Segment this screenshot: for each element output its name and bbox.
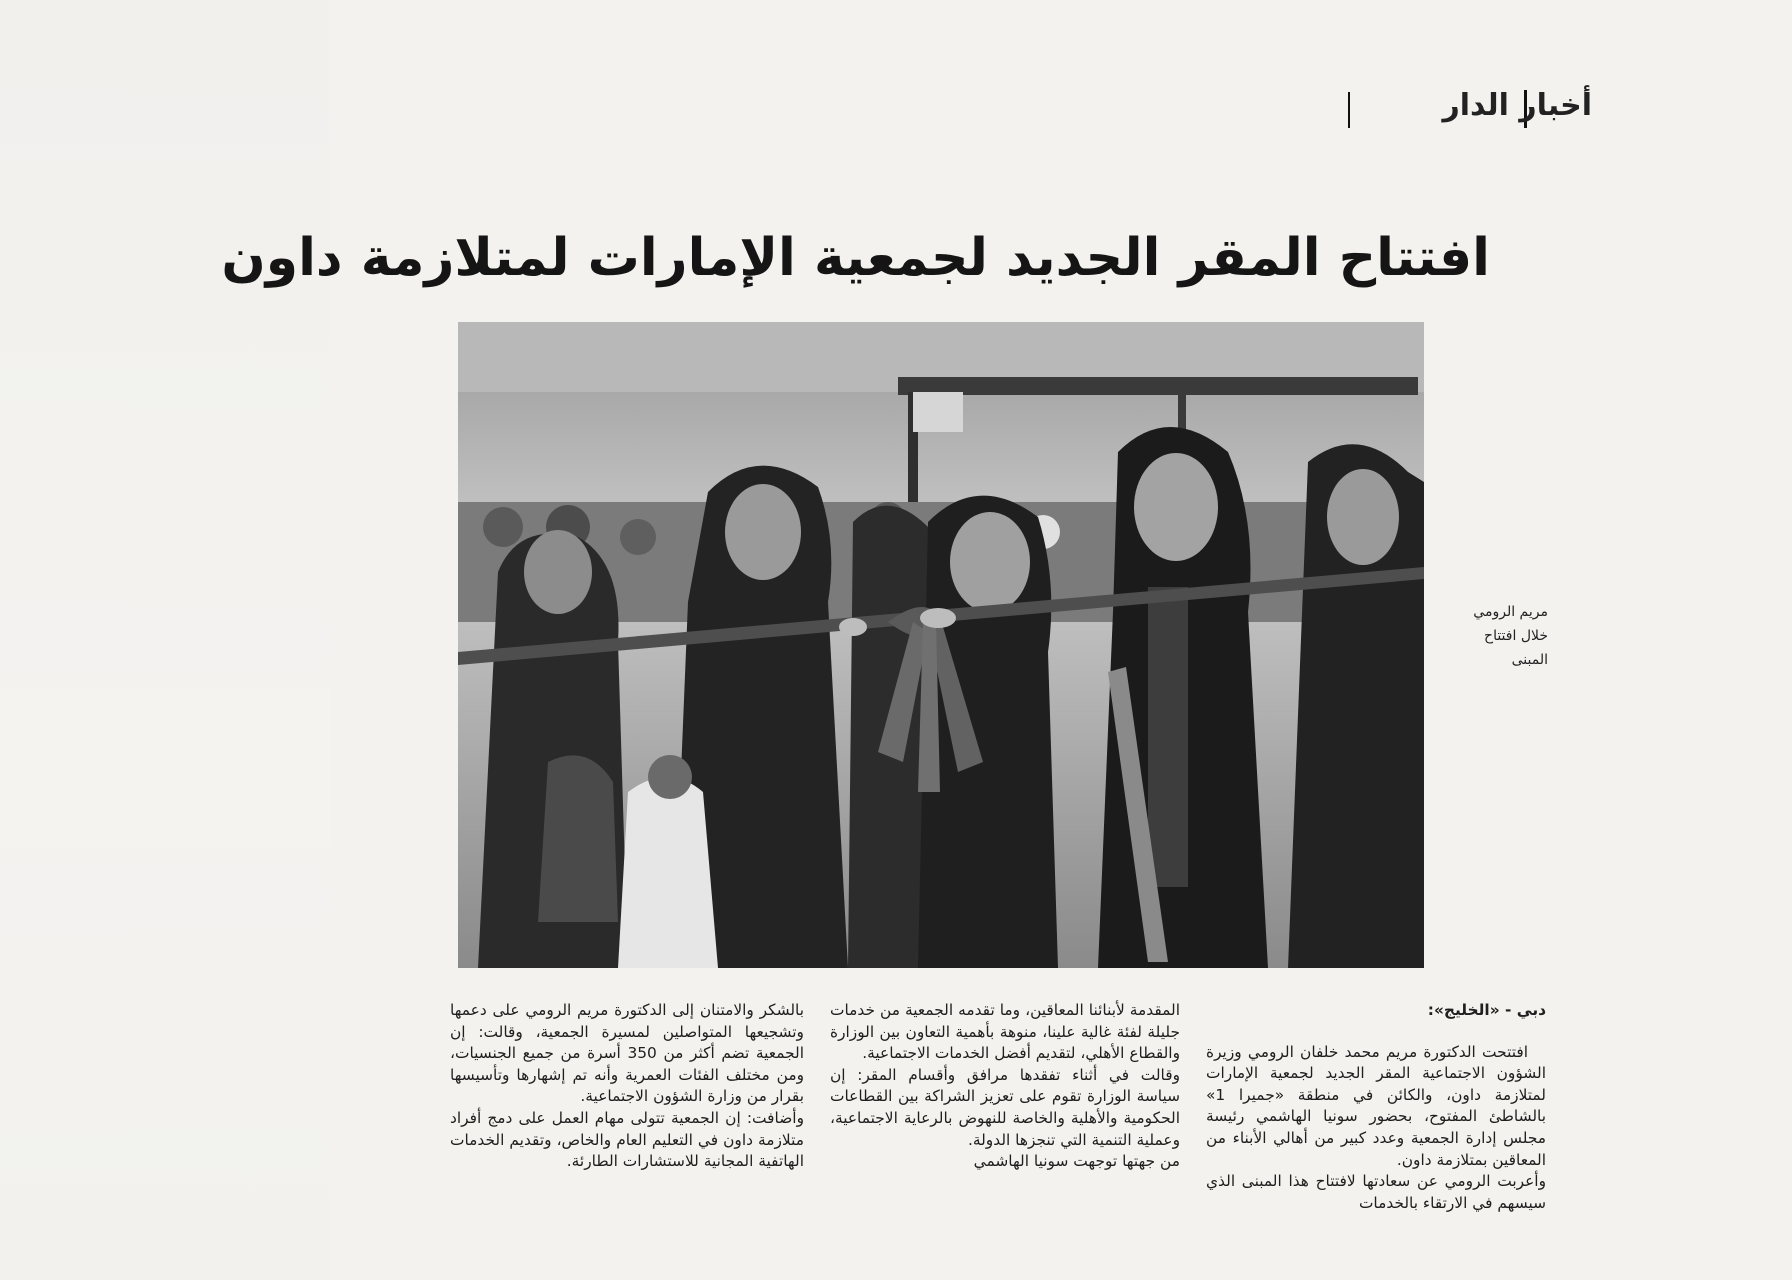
paragraph: من جهتها توجهت سونيا الهاشمي [973, 1152, 1180, 1171]
paragraph: المقدمة لأبنائنا المعاقين، وما تقدمه الجمعية من خدمات جليلة لفئة غالية علينا، منوهة بأهمية التعاون بين الوزارة والقطاع الأهلي، لتقديم أفضل الخدمات الاجتماعية. [830, 1001, 1180, 1063]
paragraph: بالشكر والامتنان إلى الدكتورة مريم الرومي على دعمها وتشجيعها المتواصلين لمسيرة الجمعية، وقالت: إن الجمعية تضم أكثر من 350 أسرة من جميع الجنسيات، ومن مختلف الفئات العمرية وأنه تم إشهارها وتأسيسها بقرار من وزارة الشؤون الاجتماعية. [450, 1001, 804, 1106]
headline: افتتاح المقر الجديد لجمعية الإمارات لمتلازمة داون [221, 228, 1490, 288]
section-label: أخبار الدار [1442, 88, 1592, 123]
caption-line: المبنى [1511, 652, 1548, 668]
caption-line: خلال افتتاح [1484, 628, 1548, 644]
article-column-right [1206, 1000, 1546, 1214]
article-column-left [450, 1000, 804, 1173]
scan-margin [0, 0, 330, 1280]
caption-line: مريم الرومي [1473, 604, 1548, 620]
dateline: دبي - «الخليج»: [1427, 1001, 1546, 1019]
paragraph: وأعربت الرومي عن سعادتها لافتتاح هذا المبنى الذي سيسهم في الارتقاء بالخدمات [1206, 1172, 1546, 1212]
article-column-middle [830, 1000, 1180, 1173]
paragraph: وقالت في أثناء تفقدها مرافق وأقسام المقر: إن سياسة الوزارة تقوم على تعزيز الشراكة بين القطاعات الحكومية والأهلية والخاصة للنهوض بالرعاية الاجتماعية، وعملية التنمية التي تنجزها الدولة. [830, 1065, 1180, 1149]
ribbon-cutting-photo [458, 322, 1424, 968]
paragraph: وأضافت: إن الجمعية تتولى مهام العمل على دمج أفراد متلازمة داون في التعليم العام والخاص، وتقديم الخدمات الهاتفية المجانية للاستشارات الطارئة. [450, 1108, 804, 1171]
paragraph: افتتحت الدكتورة مريم محمد خلفان الرومي وزيرة الشؤون الاجتماعية المقر الجديد لجمعية الإمارات لمتلازمة داون، والكائن في منطقة «جميرا 1» بالشاطئ المفتوح، بحضور سونيا الهاشمي رئيسة مجلس إدارة الجمعية وعدد كبير من أهالي الأبناء من المعاقين بمتلازمة داون. [1206, 1042, 1546, 1169]
photo-caption [1436, 600, 1548, 672]
section-rule-left [1348, 92, 1350, 128]
